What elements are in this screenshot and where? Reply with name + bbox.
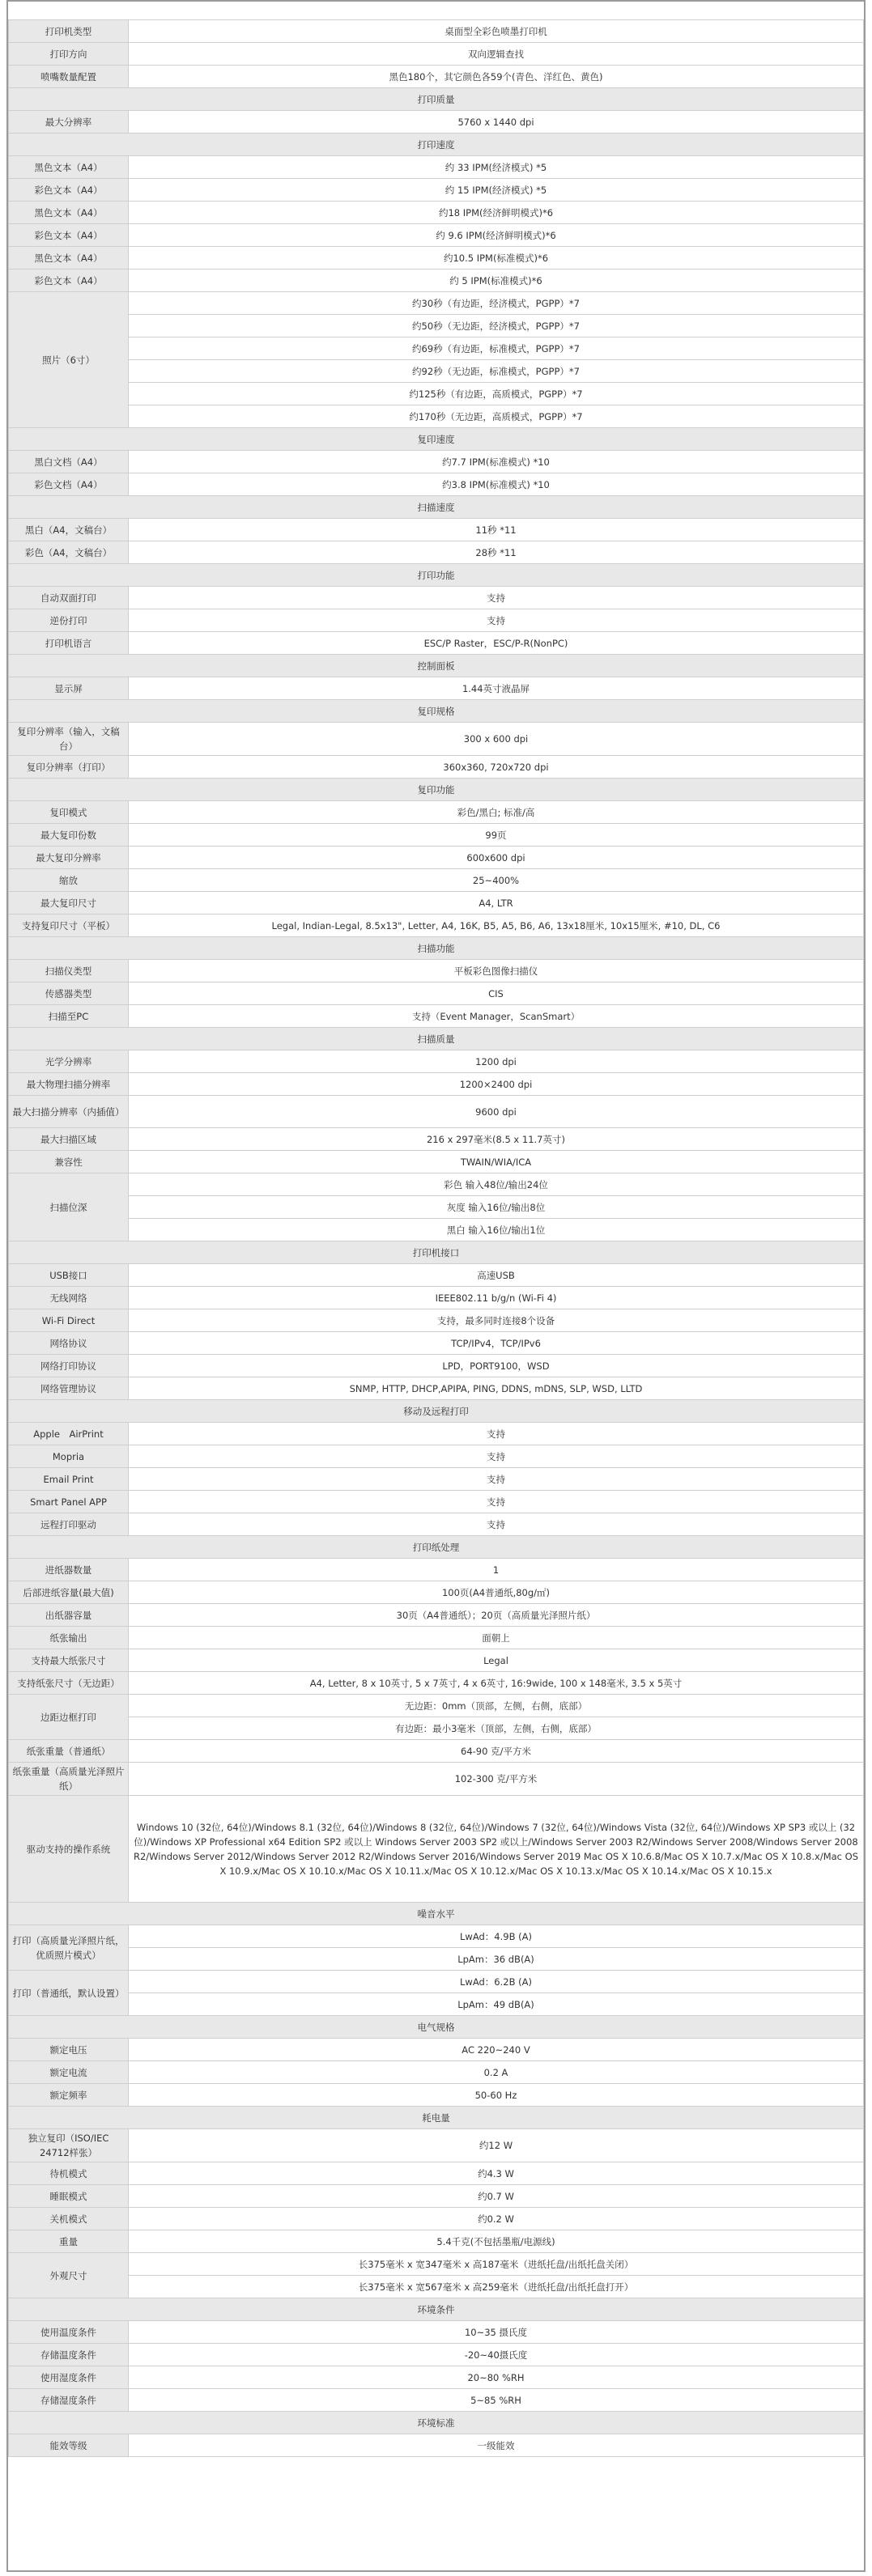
spec-label: 喷嘴数量配置 xyxy=(9,66,129,88)
spec-label: 最大物理扫描分辨率 xyxy=(9,1073,129,1096)
spec-row xyxy=(9,677,864,700)
spec-value: ESC/P Raster，ESC/P-R(NonPC) xyxy=(129,632,864,655)
spec-value: 25~400% xyxy=(129,869,864,892)
spec-label: 支持最大纸张尺寸 xyxy=(9,1649,129,1672)
spec-label: 彩色文本（A4） xyxy=(9,269,129,292)
spec-value: 约50秒（无边距，经济模式，PGPP）*7 xyxy=(129,315,864,337)
spec-row xyxy=(9,2253,864,2276)
spec-label: 光学分辨率 xyxy=(9,1050,129,1073)
spec-label: 复印分辨率（输入，文稿台） xyxy=(9,723,129,756)
section-title: 扫描质量 xyxy=(9,1028,864,1050)
spec-value: 支持 xyxy=(129,1513,864,1536)
spec-value: 支持（Event Manager，ScanSmart） xyxy=(129,1005,864,1028)
spec-label: 最大复印分辨率 xyxy=(9,847,129,869)
spec-row xyxy=(9,1695,864,1717)
spec-value: 约0.7 W xyxy=(129,2185,864,2208)
section-header-row xyxy=(9,134,864,156)
spec-value: 长375毫米 x 宽347毫米 x 高187毫米（进纸托盘/出纸托盘关闭） xyxy=(129,2253,864,2276)
spec-row xyxy=(9,1604,864,1627)
spec-value: 5760 x 1440 dpi xyxy=(129,111,864,134)
section-title: 移动及远程打印 xyxy=(9,1400,864,1423)
spec-value: 高速USB xyxy=(129,1264,864,1287)
spec-row xyxy=(9,247,864,269)
spec-table xyxy=(8,19,864,2457)
spec-value: 黑色180个，其它颜色各59个(青色、洋红色、黄色) xyxy=(129,66,864,88)
spec-value: LpAm：36 dB(A) xyxy=(129,1948,864,1971)
spec-value: 一级能效 xyxy=(129,2434,864,2457)
spec-label: 网络协议 xyxy=(9,1332,129,1355)
spec-row xyxy=(9,269,864,292)
spec-label: 最大复印尺寸 xyxy=(9,892,129,915)
spec-label: 打印方向 xyxy=(9,43,129,66)
spec-value: 约10.5 IPM(标准模式)*6 xyxy=(129,247,864,269)
section-header-row xyxy=(9,1241,864,1264)
spec-label: 支持纸张尺寸（无边距） xyxy=(9,1672,129,1695)
spec-row xyxy=(9,1287,864,1309)
spec-row xyxy=(9,869,864,892)
spec-label: Smart Panel APP xyxy=(9,1491,129,1513)
spec-label: 照片（6寸） xyxy=(9,292,129,428)
spec-row xyxy=(9,2230,864,2253)
spec-value: 约170秒（无边距，高质模式，PGPP）*7 xyxy=(129,405,864,428)
spec-label: 出纸器容量 xyxy=(9,1604,129,1627)
spec-label: 网络管理协议 xyxy=(9,1377,129,1400)
spec-label: 扫描位深 xyxy=(9,1173,129,1241)
spec-value: 约92秒（无边距，标准模式，PGPP）*7 xyxy=(129,360,864,383)
spec-row xyxy=(9,2162,864,2185)
spec-value: LPD，PORT9100，WSD xyxy=(129,1355,864,1377)
section-header-row xyxy=(9,1903,864,1925)
spec-value: 20~80 %RH xyxy=(129,2366,864,2389)
spec-label: 存储湿度条件 xyxy=(9,2389,129,2412)
spec-row xyxy=(9,1196,864,1219)
spec-value: 216 x 297毫米(8.5 x 11.7英寸) xyxy=(129,1128,864,1151)
section-title: 环境标准 xyxy=(9,2412,864,2434)
spec-row xyxy=(9,915,864,937)
spec-row xyxy=(9,609,864,632)
spec-value: 彩色 输入48位/输出24位 xyxy=(129,1173,864,1196)
spec-label: 自动双面打印 xyxy=(9,587,129,609)
spec-row xyxy=(9,2344,864,2366)
spec-value: 5~85 %RH xyxy=(129,2389,864,2412)
spec-label: 复印模式 xyxy=(9,801,129,824)
spec-label: 边距边框打印 xyxy=(9,1695,129,1740)
section-header-row xyxy=(9,564,864,587)
spec-row xyxy=(9,2061,864,2084)
spec-value: 约30秒（有边距，经济模式，PGPP）*7 xyxy=(129,292,864,315)
spec-row xyxy=(9,405,864,428)
spec-value: 360x360, 720x720 dpi xyxy=(129,756,864,779)
spec-label: 待机模式 xyxy=(9,2162,129,2185)
spec-value: 64-90 克/平方米 xyxy=(129,1740,864,1763)
spec-label: 支持复印尺寸（平板） xyxy=(9,915,129,937)
spec-row xyxy=(9,1423,864,1445)
spec-row xyxy=(9,224,864,247)
spec-label: 传感器类型 xyxy=(9,982,129,1005)
spec-label: 额定电压 xyxy=(9,2039,129,2061)
spec-value: 桌面型全彩色喷墨打印机 xyxy=(129,20,864,43)
spec-row xyxy=(9,1491,864,1513)
spec-value: 1200×2400 dpi xyxy=(129,1073,864,1096)
section-header-row xyxy=(9,1400,864,1423)
section-header-row xyxy=(9,1536,864,1559)
section-title: 扫描速度 xyxy=(9,496,864,519)
spec-row xyxy=(9,1332,864,1355)
spec-value: 支持 xyxy=(129,587,864,609)
spec-value: 600x600 dpi xyxy=(129,847,864,869)
spec-row xyxy=(9,179,864,202)
spec-label: 使用温度条件 xyxy=(9,2321,129,2344)
section-header-row xyxy=(9,428,864,451)
spec-value: 约69秒（有边距，标准模式，PGPP）*7 xyxy=(129,337,864,360)
section-header-row xyxy=(9,496,864,519)
spec-value: IEEE802.11 b/g/n (Wi-Fi 4) xyxy=(129,1287,864,1309)
spec-value: 平板彩色图像扫描仪 xyxy=(129,960,864,982)
spec-label: 彩色文档（A4） xyxy=(9,473,129,496)
spec-label: 额定频率 xyxy=(9,2084,129,2107)
spec-row xyxy=(9,1468,864,1491)
spec-row xyxy=(9,2434,864,2457)
spec-row xyxy=(9,473,864,496)
spec-value: Legal xyxy=(129,1649,864,1672)
section-title: 复印规格 xyxy=(9,700,864,723)
spec-row xyxy=(9,360,864,383)
spec-value: 面朝上 xyxy=(129,1627,864,1649)
spec-value: 约 9.6 IPM(经济鲜明模式)*6 xyxy=(129,224,864,247)
spec-label: 进纸器数量 xyxy=(9,1559,129,1581)
spec-value: A4, Letter, 8 x 10英寸, 5 x 7英寸, 4 x 6英寸, 16:9wide, 100 x 148毫米, 3.5 x 5英寸 xyxy=(129,1672,864,1695)
spec-row xyxy=(9,1073,864,1096)
spec-row xyxy=(9,2084,864,2107)
spec-label: Mopria xyxy=(9,1445,129,1468)
spec-value: 约 15 IPM(经济模式) *5 xyxy=(129,179,864,202)
spec-value: 约18 IPM(经济鲜明模式)*6 xyxy=(129,202,864,224)
spec-sheet xyxy=(8,19,864,2457)
spec-row xyxy=(9,2389,864,2412)
spec-value: LwAd：4.9B (A) xyxy=(129,1925,864,1948)
spec-value: 11秒 *11 xyxy=(129,519,864,541)
spec-row xyxy=(9,43,864,66)
spec-row xyxy=(9,337,864,360)
spec-value: 支持 xyxy=(129,1423,864,1445)
section-title: 控制面板 xyxy=(9,655,864,677)
spec-label: 扫描至PC xyxy=(9,1005,129,1028)
section-title: 电气规格 xyxy=(9,2016,864,2039)
spec-row xyxy=(9,2039,864,2061)
spec-value: 支持 xyxy=(129,1491,864,1513)
section-title: 复印功能 xyxy=(9,779,864,801)
spec-label: 黑色文本（A4） xyxy=(9,202,129,224)
spec-row xyxy=(9,1948,864,1971)
spec-row xyxy=(9,1173,864,1196)
spec-row xyxy=(9,1559,864,1581)
spec-label: USB接口 xyxy=(9,1264,129,1287)
spec-row xyxy=(9,292,864,315)
spec-value: A4, LTR xyxy=(129,892,864,915)
spec-value: 300 x 600 dpi xyxy=(129,723,864,756)
spec-row xyxy=(9,1513,864,1536)
spec-value: 1.44英寸液晶屏 xyxy=(129,677,864,700)
spec-value: 约4.3 W xyxy=(129,2162,864,2185)
spec-row xyxy=(9,2208,864,2230)
spec-value: SNMP, HTTP, DHCP,APIPA, PING, DDNS, mDNS, SLP, WSD, LLTD xyxy=(129,1377,864,1400)
spec-label: 外观尺寸 xyxy=(9,2253,129,2298)
spec-table-body xyxy=(9,20,864,2457)
spec-label: 远程打印驱动 xyxy=(9,1513,129,1536)
spec-row xyxy=(9,1763,864,1796)
section-title: 打印纸处理 xyxy=(9,1536,864,1559)
section-title: 打印速度 xyxy=(9,134,864,156)
spec-value: 30页（A4普通纸）；20页（高质量光泽照片纸） xyxy=(129,1604,864,1627)
section-title: 扫描功能 xyxy=(9,937,864,960)
section-title: 复印速度 xyxy=(9,428,864,451)
spec-value: 约 5 IPM(标准模式)*6 xyxy=(129,269,864,292)
spec-label: 驱动支持的操作系统 xyxy=(9,1796,129,1903)
spec-label: 打印机语言 xyxy=(9,632,129,655)
spec-row xyxy=(9,847,864,869)
spec-value: 支持 xyxy=(129,609,864,632)
spec-label: 缩放 xyxy=(9,869,129,892)
spec-label: 黑色文本（A4） xyxy=(9,247,129,269)
spec-row xyxy=(9,383,864,405)
section-header-row xyxy=(9,700,864,723)
spec-label: 关机模式 xyxy=(9,2208,129,2230)
spec-row xyxy=(9,315,864,337)
spec-row xyxy=(9,1581,864,1604)
spec-value: 约3.8 IPM(标准模式) *10 xyxy=(129,473,864,496)
spec-value: 无边距：0mm（顶部，左侧，右侧，底部） xyxy=(129,1695,864,1717)
spec-label: 网络打印协议 xyxy=(9,1355,129,1377)
spec-label: 黑色文本（A4） xyxy=(9,156,129,179)
spec-value: 约 33 IPM(经济模式) *5 xyxy=(129,156,864,179)
spec-label: 后部进纸容量(最大值) xyxy=(9,1581,129,1604)
spec-row xyxy=(9,756,864,779)
spec-label: 打印机类型 xyxy=(9,20,129,43)
spec-label: 打印（普通纸，默认设置） xyxy=(9,1971,129,2016)
spec-value: 长375毫米 x 宽567毫米 x 高259毫米（进纸托盘/出纸托盘打开） xyxy=(129,2276,864,2298)
spec-value: 1200 dpi xyxy=(129,1050,864,1073)
spec-row xyxy=(9,2276,864,2298)
spec-value: 双向逻辑查找 xyxy=(129,43,864,66)
spec-label: 存储温度条件 xyxy=(9,2344,129,2366)
spec-row xyxy=(9,723,864,756)
section-header-row xyxy=(9,655,864,677)
section-header-row xyxy=(9,2016,864,2039)
spec-value: 支持 xyxy=(129,1468,864,1491)
section-title: 打印质量 xyxy=(9,88,864,111)
spec-label: Apple AirPrint xyxy=(9,1423,129,1445)
spec-row xyxy=(9,451,864,473)
spec-value: 0.2 A xyxy=(129,2061,864,2084)
spec-row xyxy=(9,1151,864,1173)
spec-value: 5.4千克(不包括墨瓶/电源线) xyxy=(129,2230,864,2253)
spec-label: 最大扫描分辨率（内插值） xyxy=(9,1096,129,1128)
section-title: 噪音水平 xyxy=(9,1903,864,1925)
spec-value: Legal, Indian-Legal, 8.5x13", Letter, A4, 16K, B5, A5, B6, A6, 13x18厘米, 10x15厘米, #10, DL, C6 xyxy=(129,915,864,937)
section-header-row xyxy=(9,2412,864,2434)
section-title: 环境条件 xyxy=(9,2298,864,2321)
spec-row xyxy=(9,111,864,134)
spec-label: 显示屏 xyxy=(9,677,129,700)
spec-label: 最大扫描区域 xyxy=(9,1128,129,1151)
spec-row xyxy=(9,202,864,224)
spec-label: 重量 xyxy=(9,2230,129,2253)
spec-value: TCP/IPv4，TCP/IPv6 xyxy=(129,1332,864,1355)
spec-label: 打印（高质量光泽照片纸，优质照片模式） xyxy=(9,1925,129,1971)
spec-value: 50-60 Hz xyxy=(129,2084,864,2107)
spec-row xyxy=(9,824,864,847)
section-header-row xyxy=(9,2298,864,2321)
spec-row xyxy=(9,1377,864,1400)
spec-row xyxy=(9,1993,864,2016)
section-header-row xyxy=(9,88,864,111)
spec-value: 10~35 摄氏度 xyxy=(129,2321,864,2344)
spec-value: 99页 xyxy=(129,824,864,847)
spec-row xyxy=(9,1264,864,1287)
spec-row xyxy=(9,1649,864,1672)
spec-label: 纸张输出 xyxy=(9,1627,129,1649)
spec-label: 彩色（A4，文稿台） xyxy=(9,541,129,564)
spec-value: 1 xyxy=(129,1559,864,1581)
spec-row xyxy=(9,541,864,564)
spec-value: 约0.2 W xyxy=(129,2208,864,2230)
section-header-row xyxy=(9,937,864,960)
spec-row xyxy=(9,2185,864,2208)
spec-value: 约125秒（有边距，高质模式，PGPP）*7 xyxy=(129,383,864,405)
spec-label: 黑白文档（A4） xyxy=(9,451,129,473)
spec-row xyxy=(9,1355,864,1377)
spec-label: 彩色文本（A4） xyxy=(9,179,129,202)
spec-value: 102-300 克/平方米 xyxy=(129,1763,864,1796)
spec-row xyxy=(9,156,864,179)
section-header-row xyxy=(9,779,864,801)
spec-label: 逆份打印 xyxy=(9,609,129,632)
spec-row xyxy=(9,2366,864,2389)
spec-row xyxy=(9,519,864,541)
spec-row xyxy=(9,1740,864,1763)
spec-row xyxy=(9,801,864,824)
section-title: 打印机接口 xyxy=(9,1241,864,1264)
spec-value: 约7.7 IPM(标准模式) *10 xyxy=(129,451,864,473)
spec-row xyxy=(9,632,864,655)
section-header-row xyxy=(9,2107,864,2129)
spec-row xyxy=(9,66,864,88)
spec-label: 彩色文本（A4） xyxy=(9,224,129,247)
spec-row xyxy=(9,1925,864,1948)
spec-label: 复印分辨率（打印） xyxy=(9,756,129,779)
spec-label: 最大分辨率 xyxy=(9,111,129,134)
spec-label: 兼容性 xyxy=(9,1151,129,1173)
spec-row xyxy=(9,2129,864,2162)
spec-value: TWAIN/WIA/ICA xyxy=(129,1151,864,1173)
spec-value: 有边距：最小3毫米（顶部，左侧，右侧，底部） xyxy=(129,1717,864,1740)
spec-label: 使用湿度条件 xyxy=(9,2366,129,2389)
spec-value: 约12 W xyxy=(129,2129,864,2162)
spec-value: 黑白 输入16位/输出1位 xyxy=(129,1219,864,1241)
spec-label: 额定电流 xyxy=(9,2061,129,2084)
spec-value: 彩色/黑白; 标准/高 xyxy=(129,801,864,824)
spec-label: 最大复印份数 xyxy=(9,824,129,847)
spec-label: 睡眠模式 xyxy=(9,2185,129,2208)
spec-value: CIS xyxy=(129,982,864,1005)
spec-value: 28秒 *11 xyxy=(129,541,864,564)
spec-label: 无线网络 xyxy=(9,1287,129,1309)
spec-value: 100页(A4普通纸,80g/㎡) xyxy=(129,1581,864,1604)
spec-label: 纸张重量（普通纸） xyxy=(9,1740,129,1763)
spec-row xyxy=(9,1005,864,1028)
spec-row xyxy=(9,982,864,1005)
spec-value: 支持 xyxy=(129,1445,864,1468)
spec-row xyxy=(9,1096,864,1128)
spec-row xyxy=(9,1219,864,1241)
spec-label: 扫描仪类型 xyxy=(9,960,129,982)
section-header-row xyxy=(9,1028,864,1050)
spec-label: 能效等级 xyxy=(9,2434,129,2457)
spec-row xyxy=(9,1309,864,1332)
spec-label: 独立复印（ISO/IEC 24712样张） xyxy=(9,2129,129,2162)
spec-label: 黑白（A4，文稿台） xyxy=(9,519,129,541)
spec-value: -20~40摄氏度 xyxy=(129,2344,864,2366)
spec-value: LwAd：6.2B (A) xyxy=(129,1971,864,1993)
spec-row xyxy=(9,1445,864,1468)
spec-row xyxy=(9,892,864,915)
spec-row xyxy=(9,1796,864,1903)
spec-value: AC 220~240 V xyxy=(129,2039,864,2061)
spec-row xyxy=(9,20,864,43)
spec-value: 9600 dpi xyxy=(129,1096,864,1128)
spec-row xyxy=(9,1128,864,1151)
spec-value: 支持，最多同时连接8个设备 xyxy=(129,1309,864,1332)
section-title: 打印功能 xyxy=(9,564,864,587)
spec-label: Email Print xyxy=(9,1468,129,1491)
spec-value: LpAm：49 dB(A) xyxy=(129,1993,864,2016)
spec-row xyxy=(9,1717,864,1740)
spec-value: 灰度 输入16位/输出8位 xyxy=(129,1196,864,1219)
spec-row xyxy=(9,1627,864,1649)
section-title: 耗电量 xyxy=(9,2107,864,2129)
spec-row xyxy=(9,587,864,609)
spec-value: Windows 10 (32位, 64位)/Windows 8.1 (32位, 64位)/Windows 8 (32位, 64位)/Windows 7 (32位, 64位)/Windows Vista (32位, 64位)/Windows XP SP3 或以上 (32位)/Windows XP Professional x64 Edition SP2 或以上 Windows Server 2003 SP2 或以上/Windows Server 2003 R2/Windows Server 2008/Windows Server 2008 R2/Windows Server 2012/Windows Server 2012 R2/Windows Server 2016/Windows Server 2019 Mac OS X 10.6.8/Mac OS X 10.7.x/Mac OS X 10.8.x/Mac OS X 10.9.x/Mac OS X 10.10.x/Mac OS X 10.11.x/Mac OS X 10.12.x/Mac OS X 10.13.x/Mac OS X 10.14.x/Mac OS X 10.15.x xyxy=(129,1796,864,1903)
spec-label: 纸张重量（高质量光泽照片纸） xyxy=(9,1763,129,1796)
spec-row xyxy=(9,960,864,982)
spec-row xyxy=(9,1971,864,1993)
spec-row xyxy=(9,2321,864,2344)
spec-row xyxy=(9,1672,864,1695)
spec-label: Wi-Fi Direct xyxy=(9,1309,129,1332)
spec-row xyxy=(9,1050,864,1073)
